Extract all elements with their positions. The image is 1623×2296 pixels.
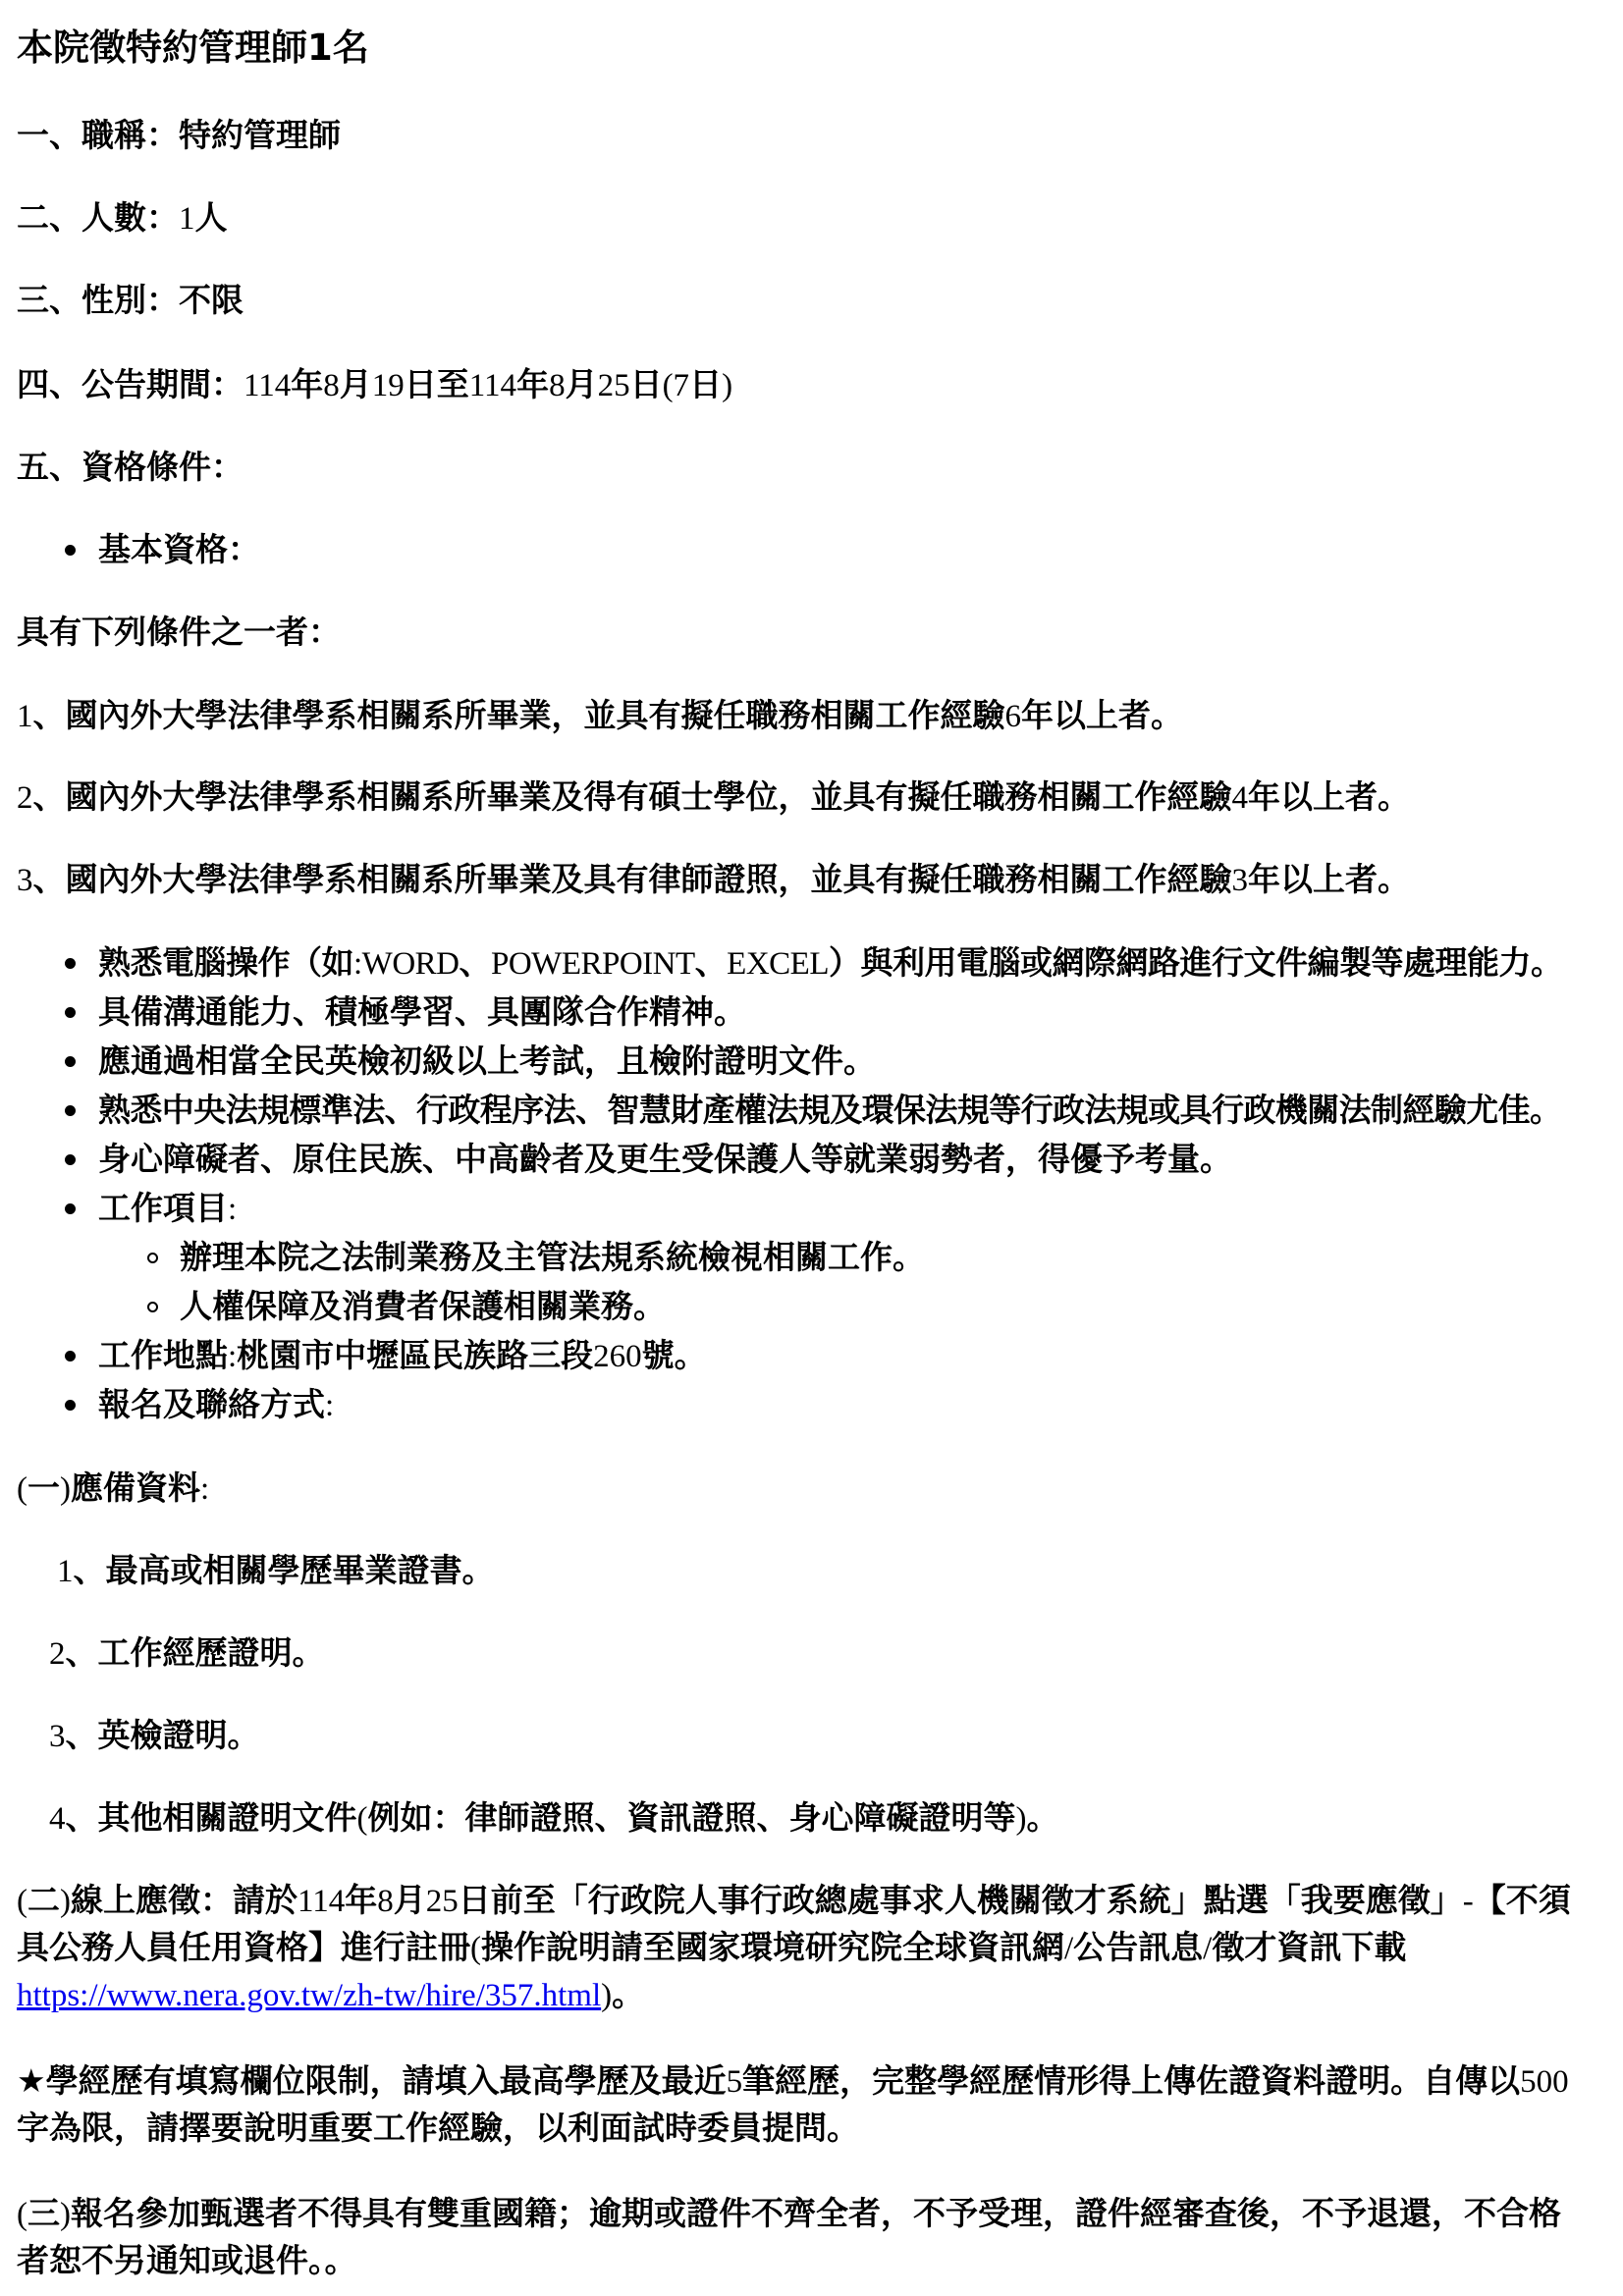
period-text-4: 年 (516, 365, 550, 403)
required-doc-4-paren-close: ) (1015, 1801, 1027, 1837)
section-2-line-3 (17, 1973, 644, 2017)
contact-method-label: 報名及聯絡方式 (98, 1385, 325, 1423)
bullet-work-location (98, 1334, 707, 1378)
work-item-human-rights: 人權保障及消費者保護相關業務。 (180, 1287, 666, 1325)
section-2-paren-open-2: ( (470, 1931, 481, 1966)
contact-method-colon: : (325, 1388, 335, 1423)
required-doc-1 (57, 1549, 495, 1593)
conditions-intro: 具有下列條件之一者： (17, 613, 341, 651)
required-doc-1-text: 、最高或相關學歷畢業證書。 (73, 1551, 495, 1589)
bullet-work-items (98, 1187, 237, 1231)
section-1-heading (17, 1467, 209, 1511)
period-text-6: 日 (629, 365, 663, 403)
section-1-paren-close: ) (60, 1471, 71, 1507)
period-day-2: 25 (597, 368, 630, 403)
section-2-text-4: 日前至「行政院人事行政總處事求人機關徵才系統」點選「我要應徵」 (458, 1881, 1463, 1919)
bullet-dot (65, 1154, 76, 1165)
bullet-dot (65, 1400, 76, 1411)
condition-1 (17, 694, 1183, 738)
period-month-1: 8 (323, 368, 340, 403)
condition-2 (17, 775, 1410, 820)
basic-qualification-item: 基本資格： (98, 530, 260, 568)
work-items-label: 工作項目 (98, 1189, 228, 1227)
period-paren-close: ) (722, 368, 733, 403)
period-day-1: 19 (371, 368, 405, 403)
period-text-5: 月 (565, 365, 598, 403)
work-location-tail: 號。 (641, 1336, 707, 1374)
computer-skills-word: :WORD (353, 946, 460, 982)
section-3-label: 三 (27, 2194, 60, 2232)
work-location-number: 260 (593, 1339, 642, 1374)
section-2-dash: - (1462, 1884, 1474, 1919)
headcount-line (17, 196, 228, 240)
bullet-dot (65, 958, 76, 969)
section-3-paren-open: ( (17, 2197, 27, 2232)
bullet-dot (65, 545, 76, 556)
condition-3-tail: 年以上者。 (1248, 860, 1410, 898)
headcount-value: 1 (179, 201, 195, 237)
section-2-paren-open: ( (17, 1884, 27, 1919)
headcount-unit: 人 (194, 198, 228, 237)
required-doc-2-number: 2 (49, 1636, 66, 1672)
section-2-label: 二 (27, 1881, 60, 1919)
required-doc-3 (49, 1714, 260, 1758)
required-doc-4 (49, 1796, 1059, 1841)
work-items-colon: : (228, 1192, 238, 1227)
required-doc-4-examples: 例如：律師證照、資訊證照、身心障礙證明等 (367, 1798, 1016, 1837)
bullet-communication: 具備溝通能力、積極學習、具團隊合作精神。 (98, 992, 746, 1031)
bullet-english-test: 應通過相當全民英檢初級以上考試，且檢附證明文件。 (98, 1041, 876, 1080)
section-1-label: 一 (27, 1468, 60, 1507)
bullet-dot (65, 1007, 76, 1018)
hire-info-link[interactable]: https://www.nera.gov.tw/zh-tw/hire/357.html (17, 1978, 602, 2013)
work-location-address: 桃園市中壢區民族路三段 (237, 1336, 594, 1374)
work-location-colon: : (228, 1339, 238, 1374)
condition-2-tail: 年以上者。 (1248, 777, 1410, 816)
section-3-line-1 (17, 2192, 1561, 2236)
note-text-1: ★學經歷有填寫欄位限制，請填入最高學歷及最近 (17, 2061, 727, 2100)
condition-3-years: 3 (1231, 863, 1248, 898)
section-1-title: 應備資料 (71, 1468, 200, 1507)
note-line-1 (17, 2059, 1569, 2104)
bullet-disadvantaged: 身心障礙者、原住民族、中高齡者及更生受保護人等就業弱勢者，得優予考量。 (98, 1140, 1232, 1178)
computer-skills-tail: ）與利用電腦或網際網路進行文件編製等處理能力。 (829, 943, 1563, 982)
computer-skills-sep-1: 、 (459, 943, 491, 982)
condition-3-text: 、國內外大學法律學系相關系所畢業及具有律師證照，並具有擬任職務相關工作經驗 (32, 860, 1232, 898)
section-2-text-7: 操作說明請至國家環境研究院全球資訊網 (481, 1928, 1064, 1966)
gender-line: 三、性別：不限 (17, 281, 243, 319)
period-label: 四、公告期間： (17, 365, 243, 403)
section-2-paren-close: ) (60, 1884, 71, 1919)
period-text-1: 年 (291, 365, 324, 403)
section-2-text-8: 公告訊息 (1073, 1928, 1204, 1966)
section-1-paren-open: ( (17, 1471, 27, 1507)
circle-bullet (147, 1302, 158, 1312)
required-doc-2-text: 、工作經歷證明。 (65, 1633, 325, 1672)
note-number-2: 500 (1520, 2064, 1569, 2100)
note-text-2: 筆經歷，完整學經歷情形得上傳佐證資料證明。自傳以 (742, 2061, 1521, 2100)
required-doc-3-text: 、英檢證明。 (65, 1716, 260, 1754)
bullet-computer-skills (98, 941, 1563, 986)
computer-skills-sep-2: 、 (694, 943, 728, 982)
period-month-2: 8 (549, 368, 566, 403)
work-item-legal-affairs: 辦理本院之法制業務及主管法規系統檢視相關工作。 (180, 1238, 925, 1276)
section-2-tail: 。 (612, 1975, 645, 2013)
section-2-text-6: 具公務人員任用資格】進行註冊 (17, 1928, 470, 1966)
section-2-month: 8 (377, 1884, 394, 1919)
headcount-label: 二、人數： (17, 198, 179, 237)
computer-skills-text: 熟悉電腦操作（如 (98, 943, 353, 982)
required-doc-1-number: 1 (57, 1554, 74, 1589)
required-doc-4-tail: 。 (1026, 1798, 1059, 1837)
section-2-paren-close-2: ) (601, 1978, 613, 2013)
computer-skills-excel: EXCEL (727, 946, 829, 982)
condition-1-tail: 年以上者。 (1021, 696, 1183, 734)
bullet-dot (65, 1105, 76, 1116)
period-text-7: 日 (689, 365, 723, 403)
section-2-line-1 (17, 1879, 1571, 1923)
section-2-slash-2: / (1203, 1931, 1213, 1966)
condition-1-text: 、國內外大學法律學系相關系所畢業，並具有擬任職務相關工作經驗 (32, 696, 1005, 734)
section-1-colon: : (200, 1471, 210, 1507)
section-2-text-5: 【不須 (1473, 1881, 1571, 1919)
section-2-text-3: 月 (393, 1881, 426, 1919)
computer-skills-powerpoint: POWERPOINT (491, 946, 695, 982)
condition-1-number: 1 (17, 699, 33, 734)
required-doc-4-paren-open: ( (356, 1801, 368, 1837)
section-2-slash-1: / (1064, 1931, 1074, 1966)
condition-3-number: 3 (17, 863, 33, 898)
section-2-text-2: 年 (345, 1881, 378, 1919)
condition-2-number: 2 (17, 780, 33, 816)
job-title-line: 一、職稱：特約管理師 (17, 116, 341, 154)
note-line-2: 字為限，請擇要說明重要工作經驗，以利面試時委員提問。 (17, 2109, 859, 2147)
condition-1-years: 6 (1004, 699, 1021, 734)
note-number-1: 5 (726, 2064, 743, 2100)
period-text-3: 日至 (404, 365, 469, 403)
qualification-heading: 五、資格條件： (17, 448, 243, 486)
required-doc-4-text: 、其他相關證明文件 (65, 1798, 357, 1837)
page-title: 本院徵特約管理師1名 (17, 27, 369, 69)
required-doc-3-number: 3 (49, 1719, 66, 1754)
required-doc-4-number: 4 (49, 1801, 66, 1837)
bullet-regulations: 熟悉中央法規標準法、行政程序法、智慧財產權法規及環保法規等行政法規或具行政機關法制經驗尤佳。 (98, 1091, 1562, 1129)
condition-2-years: 4 (1231, 780, 1248, 816)
section-2-day: 25 (425, 1884, 459, 1919)
bullet-contact-method (98, 1383, 334, 1427)
section-3-text: 報名參加甄選者不得具有雙重國籍；逾期或證件不齊全者，不予受理，證件經審查後，不予退還，不合格 (71, 2194, 1561, 2232)
work-location-label: 工作地點 (98, 1336, 228, 1374)
condition-2-text: 、國內外大學法律學系相關系所畢業及得有碩士學位，並具有擬任職務相關工作經驗 (32, 777, 1232, 816)
section-2-year: 114 (298, 1884, 346, 1919)
section-3-paren-close: ) (60, 2197, 71, 2232)
section-2-line-2 (17, 1926, 1406, 1970)
section-2-text-1: 線上應徵：請於 (71, 1881, 298, 1919)
bullet-dot (65, 1056, 76, 1067)
announcement-period-line (17, 363, 732, 407)
section-3-line-2: 者恕不另通知或退件。。 (17, 2241, 357, 2279)
bullet-dot (65, 1351, 76, 1362)
period-year-2: 114 (468, 368, 517, 403)
bullet-dot (65, 1203, 76, 1214)
period-year-1: 114 (243, 368, 292, 403)
section-2-text-9: 徵才資訊下載 (1212, 1928, 1407, 1966)
circle-bullet (147, 1253, 158, 1263)
period-text-2: 月 (339, 365, 372, 403)
condition-3 (17, 858, 1410, 902)
period-paren-open: (7 (662, 368, 690, 403)
required-doc-2 (49, 1631, 325, 1676)
